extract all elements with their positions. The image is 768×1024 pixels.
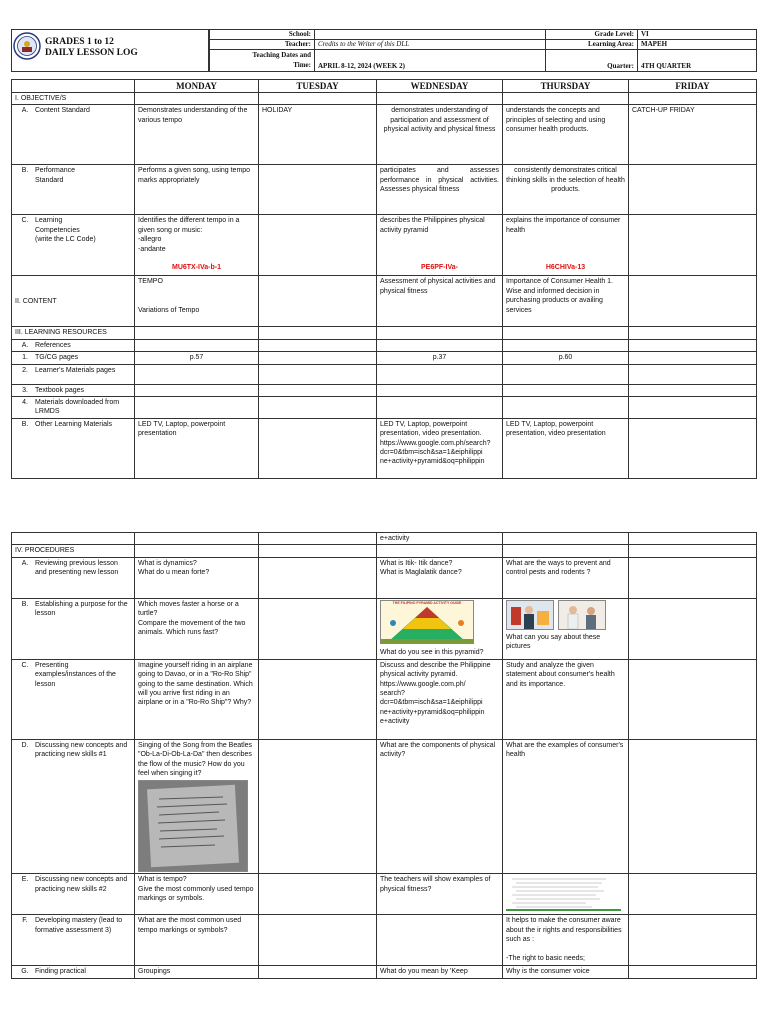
cell <box>503 327 629 339</box>
song-instruction: Singing of the Song from the Beatles "Ob-La-Di-Ob-La-Da" then describes the flow of the music? How do you feel when singing it? <box>138 741 253 778</box>
cell <box>629 545 757 557</box>
mastery-thu: It helps to make the consumer aware about the ir rights and responsibilities such as : -The right to basic needs; <box>503 915 629 966</box>
cell <box>135 339 259 351</box>
concepts1-row <box>12 739 757 874</box>
presenting-mon: Imagine yourself riding in an airplane going to Davao, or in a "Ro-Ro Ship" going to the same destination. Which will you arrive first riding in an airplane or in a "Ro-Ro Ship"? Why? <box>135 659 259 739</box>
row-label: Textbook pages <box>35 386 85 394</box>
cell <box>503 364 629 384</box>
row-label: Developing mastery (lead to formative assessment 3) <box>35 917 123 934</box>
other-materials-label <box>12 418 135 478</box>
cell <box>503 533 629 545</box>
objectives-heading: I. OBJECTIVE/S <box>12 93 135 105</box>
cell <box>503 93 629 105</box>
practical-label <box>12 966 135 978</box>
cell <box>259 874 377 915</box>
cell <box>259 557 377 598</box>
pictures-question: What can you say about these pictures <box>506 633 601 651</box>
row-label: Finding practical <box>35 968 86 976</box>
other-materials-mon: LED TV, Laptop, powerpoint presentation <box>135 418 259 478</box>
lc-code: H6CHIVa-13 <box>545 264 586 272</box>
practical-thu: Why is the consumer voice <box>503 966 629 978</box>
tg-pages-row <box>12 352 757 364</box>
content-standard-thu: understands the concepts and principles of selecting and using consumer health products. <box>503 105 629 165</box>
lrmds-label <box>12 397 135 419</box>
teacher-value: Credits to the Writer of this DLL <box>315 40 546 50</box>
pyramid-image-title: THE FILIPINO PYRAMID ACTIVITY GUIDE <box>392 600 462 605</box>
concepts2-thu <box>503 874 629 915</box>
cell <box>629 966 757 978</box>
row-letter: B. <box>21 167 29 175</box>
school-value <box>315 30 546 40</box>
reviewing-row <box>12 557 757 598</box>
cell <box>12 533 135 545</box>
purpose-mon: Which moves faster a horse or a turtle? Compare the movement of the two animals. Which runs fast? <box>135 598 259 659</box>
cell <box>629 93 757 105</box>
performance-standard-mon: Performs a given song, using tempo marks appropriately <box>135 165 259 215</box>
cell <box>135 364 259 384</box>
cell <box>259 598 377 659</box>
row-letter: B. <box>21 420 29 428</box>
concepts1-mon <box>135 739 259 874</box>
content-mon <box>135 276 259 327</box>
row-label: Establishing a purpose for the lesson <box>35 600 128 618</box>
presenting-wed: Discuss and describe the Philippine physical activity pyramid. https://www.google.com.ph/ search? dcr=0&tbm=isch&sa=1&eiphilippi ne+activity+pyramid&oq=philippin e+activity <box>377 659 503 739</box>
reviewing-thu: What are the ways to prevent and control pests and rodents ? <box>503 557 629 598</box>
procedures-heading: IV. PROCEDURES <box>12 545 135 557</box>
area-value: MAPEH <box>638 40 757 50</box>
day-tuesday: TUESDAY <box>259 80 377 93</box>
content-subtopic: Variations of Tempo <box>138 306 200 314</box>
lm-pages-label <box>12 364 135 384</box>
lm-pages-row <box>12 364 757 384</box>
other-materials-wed: LED TV, Laptop, powerpoint presentation, video presentation. https://www.google.com.ph/search? dcr=0&tbm=isch&sa=1&eiphilippi ne+activity+pyramid&oq=philippin <box>377 418 503 478</box>
activity-pyramid-image <box>380 600 474 644</box>
learning-resources-row <box>12 327 757 339</box>
content-standard-wed: demonstrates understanding of participation and assessment of physical activity and physical fitness <box>377 105 503 165</box>
row-number: 1. <box>22 354 28 362</box>
cell <box>629 165 757 215</box>
practical-mon: Groupings <box>135 966 259 978</box>
title-box <box>11 29 209 72</box>
cell <box>503 384 629 396</box>
learning-competencies-row <box>12 215 757 276</box>
performance-standard-wed: participates and assesses performance in physical activities. Assesses physical fitness <box>377 165 503 215</box>
performance-standard-row <box>12 165 757 215</box>
tg-pages-wed: p.37 <box>377 352 503 364</box>
cell <box>629 418 757 478</box>
cell <box>377 327 503 339</box>
cell <box>135 397 259 419</box>
grade-label: Grade Level: <box>546 30 638 40</box>
row-label: Other Learning Materials <box>35 420 113 428</box>
reviewing-wed: What is Itik- Itik dance? What is Maglalatik dance? <box>377 557 503 598</box>
learning-competencies-label <box>12 215 135 276</box>
row-label: Presenting examples/instances of the lesson <box>35 661 116 688</box>
grade-value: VI <box>638 30 757 40</box>
purpose-row <box>12 598 757 659</box>
lesson-table-part1 <box>11 79 757 479</box>
cell <box>259 397 377 419</box>
tg-pages-mon: p.57 <box>135 352 259 364</box>
reviewing-label <box>12 557 135 598</box>
day-friday: FRIDAY <box>629 80 757 93</box>
cell <box>259 165 377 215</box>
concepts2-mon: What is tempo? Give the most commonly used tempo markings or symbols. <box>135 874 259 915</box>
days-header-blank <box>12 80 135 93</box>
area-label: Learning Area: <box>546 40 638 50</box>
days-header-row <box>12 80 757 93</box>
row-letter: E. <box>21 876 29 884</box>
lc-code: MU6TX-IVa-b-1 <box>171 264 221 272</box>
other-materials-thu: LED TV, Laptop, powerpoint presentation, video presentation <box>503 418 629 478</box>
cell <box>259 533 377 545</box>
references-row <box>12 339 757 351</box>
dates-label-line2: Time: <box>293 61 311 69</box>
consumer-pictures <box>506 600 625 629</box>
cell <box>259 418 377 478</box>
presenting-thu: Study and analyze the given statement about consumer's health and its importance. <box>503 659 629 739</box>
pyramid-question: What do you see in this pyramid? <box>380 648 484 656</box>
quarter-label-text: Quarter: <box>607 62 634 70</box>
cell <box>629 327 757 339</box>
cell <box>629 276 757 327</box>
cell <box>377 915 503 966</box>
learning-resources-heading: III. LEARNING RESOURCES <box>12 327 135 339</box>
school-label: School: <box>210 30 315 40</box>
row-label: References <box>35 341 71 349</box>
cell <box>259 915 377 966</box>
competency-text: Identifies the different tempo in a given song or music: -allegro -andante <box>138 217 240 253</box>
performance-standard-thu: consistently demonstrates critical thinking skills in the selection of health products. <box>503 165 629 215</box>
cell <box>629 874 757 915</box>
dates-value-text: APRIL 8-12, 2024 (WEEK 2) <box>318 62 405 70</box>
day-monday: MONDAY <box>135 80 259 93</box>
cell <box>629 215 757 276</box>
teacher-label: Teacher: <box>210 40 315 50</box>
content-topic: TEMPO <box>138 278 163 286</box>
cell <box>629 598 757 659</box>
row-number: 3. <box>22 386 28 394</box>
form-title-line2: DAILY LESSON LOG <box>45 48 138 58</box>
objectives-row <box>12 93 757 105</box>
form-title-line1: GRADES 1 to 12 <box>45 37 114 47</box>
dates-value <box>315 50 546 72</box>
cell <box>259 364 377 384</box>
shopping-photo-1 <box>506 600 554 630</box>
row-letter: A. <box>21 107 29 115</box>
learning-competencies-thu <box>503 215 629 276</box>
quarter-value-text: 4TH QUARTER <box>641 62 692 70</box>
cell <box>259 276 377 327</box>
day-thursday: THURSDAY <box>503 80 629 93</box>
concepts1-thu: What are the examples of consumer's health <box>503 739 629 874</box>
header-info-table <box>209 29 757 72</box>
content-wed: Assessment of physical activities and physical fitness <box>377 276 503 327</box>
content-row <box>12 276 757 327</box>
purpose-thu <box>503 598 629 659</box>
content-standard-mon: Demonstrates understanding of the various tempo <box>135 105 259 165</box>
row-letter: D. <box>21 741 29 749</box>
cell <box>259 739 377 874</box>
cell <box>259 966 377 978</box>
song-lyrics-photo <box>138 780 248 872</box>
textbook-pages-row <box>12 384 757 396</box>
presenting-row <box>12 659 757 739</box>
row-label: Reviewing previous lesson and presenting new lesson <box>35 559 119 577</box>
practical-wed: What do you mean by 'Keep <box>377 966 503 978</box>
row-letter: C. <box>21 661 29 669</box>
mastery-mon: What are the most common used tempo markings or symbols? <box>135 915 259 966</box>
cell <box>135 327 259 339</box>
row-letter: G. <box>21 968 29 976</box>
content-standard-fri: CATCH-UP FRIDAY <box>629 105 757 165</box>
competency-text: explains the importance of consumer health <box>506 217 621 234</box>
row-label: Learning Competencies (write the LC Code) <box>35 217 96 244</box>
cell <box>629 557 757 598</box>
tg-pages-label <box>12 352 135 364</box>
cell <box>377 384 503 396</box>
dates-label <box>210 50 315 72</box>
cell <box>629 659 757 739</box>
row-letter: A. <box>21 341 29 349</box>
row-letter: F. <box>22 917 28 925</box>
quarter-label <box>546 50 638 72</box>
row-letter: B. <box>21 600 29 608</box>
cell <box>259 545 377 557</box>
cell <box>135 533 259 545</box>
concepts2-wed: The teachers will show examples of physical fitness? <box>377 874 503 915</box>
cell <box>259 93 377 105</box>
continued-row <box>12 533 757 545</box>
procedures-row <box>12 545 757 557</box>
row-letter: A. <box>21 559 29 567</box>
tg-pages-thu: p.60 <box>503 352 629 364</box>
content-thu: Importance of Consumer Health 1. Wise and informed decision in purchasing products or availing services <box>503 276 629 327</box>
cell <box>259 215 377 276</box>
presenting-label <box>12 659 135 739</box>
reviewing-mon: What is dynamics? What do u mean forte? <box>135 557 259 598</box>
content-standard-label <box>12 105 135 165</box>
practical-row <box>12 966 757 978</box>
other-materials-row <box>12 418 757 478</box>
learning-competencies-wed <box>377 215 503 276</box>
cell <box>503 545 629 557</box>
mastery-label <box>12 915 135 966</box>
cell <box>259 339 377 351</box>
continued-wed: e+activity <box>377 533 503 545</box>
cell <box>377 545 503 557</box>
cell <box>135 384 259 396</box>
performance-standard-label <box>12 165 135 215</box>
cell <box>629 352 757 364</box>
cell <box>259 327 377 339</box>
purpose-label <box>12 598 135 659</box>
row-label: Performance Standard <box>35 167 76 184</box>
cell <box>629 384 757 396</box>
row-label: Discussing new concepts and practicing new skills #2 <box>35 876 128 893</box>
quarter-value <box>638 50 757 72</box>
cell <box>629 915 757 966</box>
cell <box>259 352 377 364</box>
lc-code: PE6PF-IVa- <box>421 264 458 272</box>
row-label: Content Standard <box>35 107 90 115</box>
competency-text: describes the Philippines physical activity pyramid <box>380 217 485 234</box>
row-letter: C. <box>21 217 29 225</box>
cell <box>629 364 757 384</box>
concepts1-label <box>12 739 135 874</box>
pyramid-graphic <box>381 605 473 643</box>
dates-label-line1: Teaching Dates and <box>252 51 311 59</box>
lrmds-row <box>12 397 757 419</box>
purpose-wed <box>377 598 503 659</box>
content-standard-row <box>12 105 757 165</box>
cell <box>377 364 503 384</box>
row-number: 2. <box>22 366 28 374</box>
lesson-table-part2 <box>11 532 757 979</box>
cell <box>629 533 757 545</box>
shopping-photo-2 <box>558 600 606 630</box>
cell <box>377 93 503 105</box>
cell <box>259 384 377 396</box>
cell <box>629 739 757 874</box>
cell <box>629 397 757 419</box>
references-label <box>12 339 135 351</box>
consumer-notes-image <box>506 875 621 911</box>
row-label: Learner's Materials pages <box>35 366 116 374</box>
row-number: 4. <box>22 399 28 407</box>
content-heading: II. CONTENT <box>12 276 135 327</box>
content-standard-tue: HOLIDAY <box>259 105 377 165</box>
cell <box>259 659 377 739</box>
textbook-pages-label <box>12 384 135 396</box>
cell <box>135 93 259 105</box>
cell <box>503 339 629 351</box>
row-label: Materials downloaded from LRMDS <box>35 399 120 416</box>
learning-competencies-mon <box>135 215 259 276</box>
cell <box>503 397 629 419</box>
concepts1-wed: What are the components of physical activity? <box>377 739 503 874</box>
row-label: Discussing new concepts and practicing new skills #1 <box>35 741 128 759</box>
day-wednesday: WEDNESDAY <box>377 80 503 93</box>
cell <box>629 339 757 351</box>
cell <box>377 339 503 351</box>
cell <box>377 397 503 419</box>
concepts2-label <box>12 874 135 915</box>
concepts2-row <box>12 874 757 915</box>
mastery-row <box>12 915 757 966</box>
row-label: TG/CG pages <box>35 354 79 362</box>
cell <box>135 545 259 557</box>
